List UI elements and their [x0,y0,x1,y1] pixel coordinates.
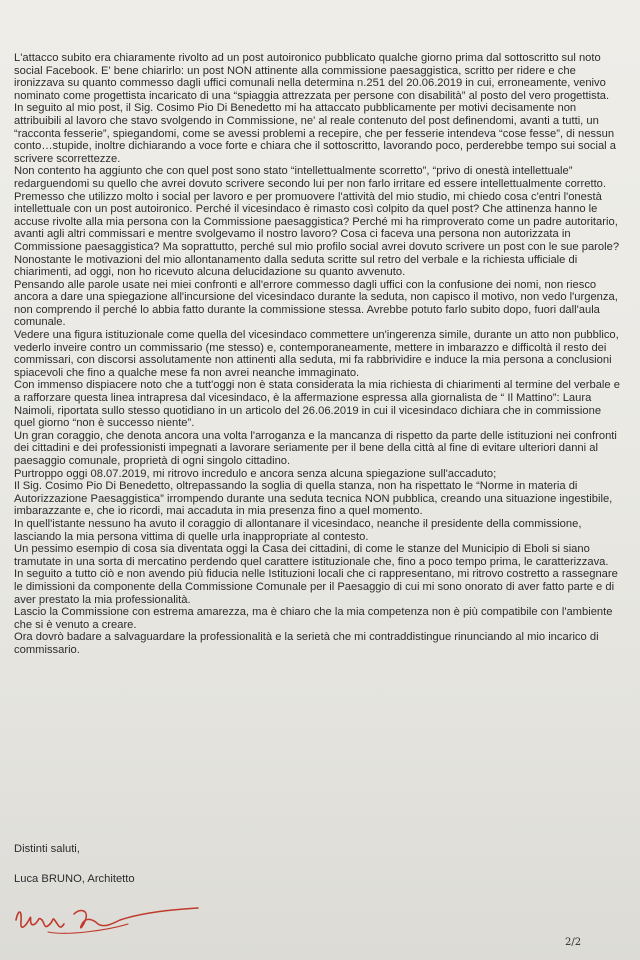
signatory-name: Luca BRUNO, Architetto [14,873,135,885]
paragraph-12: In quell'istante nessuno ha avuto il coraggio di allontanare il vicesindaco, neanche il presidente della commissione, lasciando la mia persona vittima di quelle urla inappropriate al contesto. [14,517,582,543]
paragraph-1: L'attacco subito era chiaramente rivolto ad un post autoironico pubblicato qualche giorno prima dal sottoscritto sul noto social Facebook. E' bene chiarirlo: un post NON attinente alla commissione paesaggistica, scritto per ridere e che ironizzava su quanto commesso dagli uffici comunali nella determina n.251 del 20.06.2019 in cui, erroneamente, venivo nominato come progettista incaricato di una “spiaggia attrezzata per persone con disabilità” al posto del vero progettista. [14,52,610,102]
paragraph-13: Un pessimo esempio di cosa sia diventata oggi la Casa dei cittadini, di come le stanze del Municipio di Eboli si siano tramutate in una sorta di mercatino perdendo quel carattere istituzionale che, fino a poco tempo prima, le caratterizzava. [14,543,609,568]
paragraph-4: Premesso che utilizzo molto i social per lavoro e per promuovere l'attività del mio studio, mi chiedo cosa c'entri l'onestà intellettuale con un post autoironico. Perché il vicesindaco è rimasto così colpito da quel post? Che attinenza hanno le accuse rivolte alla mia persona con la Commissione paesaggistica? Perché mi ha rimproverato come un padre autoritario, avanti agli altri commissari e mentre svolgevamo il nostro lavoro? Cosa ci faceva una persona non autorizzata in Commissione paesaggistica? Ma soprattutto, perché sul mio profilo social avrei dovuto scrivere un post con le sue parole? [14,190,620,253]
paragraph-14: In seguito a tutto ciò e non avendo più fiducia nelle Istituzioni locali che ci rappresentano, mi ritrovo costretto a rassegnare le dimissioni da componente della Commissione Comunale per il Paesaggio di cui mi sono onorato di aver fatto parte e di aver prestato la mia professionalità. [14,568,618,606]
paragraph-7: Vedere una figura istituzionale come quella del vicesindaco commettere un'ingerenza simile, durante un atto non pubblico, vederlo inveire contro un commissario (me stesso) e, contemporaneamente, mettere in imbarazzo e difficoltà il resto dei commissari, con discorsi assolutamente non attinenti alla seduta, mi fa rabbrividire e induce la mia persona a conclusioni spiacevoli che fino a qualche mese fa non avrei neanche immaginato. [14,329,619,379]
paragraph-9: Un gran coraggio, che denota ancora una volta l'arroganza e la mancanza di rispetto da parte delle istituzioni nei confronti dei cittadini e dei professionisti impegnati a lavorare seriamente per il bene della città al fine di evitare ulteriori danni al paesaggio comunale, proprietà di ogni singolo cittadino. [14,429,617,467]
paragraph-2: In seguito al mio post, il Sig. Cosimo Pio Di Benedetto mi ha attaccato pubblicamente per motivi decisamente non attribuibili al lavoro che stavo svolgendo in Commissione, ne' al reale contenuto del post definendomi, avanti a tutti, un “racconta fesserie”, spiegandomi, come se avessi problemi a recepire, che per fesserie intendeva “cose fesse”, di nessun conto…stupide, inoltre dichiarando a voce forte e chiara che il sottoscritto, lavorando poco, perderebbe tempo sui social a scrivere scorrettezze. [14,102,616,165]
letter-body [14,52,620,657]
paragraph-3: Non contento ha aggiunto che con quel post sono stato “intellettualmente scorretto”, “privo di onestà intellettuale” redarguendomi su quello che avrei dovuto scrivere secondo lui per non farlo irritare ed essere intellettualmente corretto. [14,165,607,190]
paragraph-6: Pensando alle parole usate nei miei confronti e all'errore commesso dagli uffici con la confusione dei nomi, non riesco ancora a dare una spiegazione all'incursione del vicesindaco durante la seduta, non capisco il motivo, non vedo l'urgenza, non comprendo il perché lo abbia fatto durante la commissione stessa. Avrebbe potuto farlo subito dopo, fuori dall'aula comunale. [14,278,618,329]
paragraph-11: Il Sig. Cosimo Pio Di Benedetto, oltrepassando la soglia di quella stanza, non ha rispettato le “Norme in materia di Autorizzazione Paesaggistica” irrompendo durante una seduta tecnica NON pubblica, creando una situazione ingestibile, imbarazzante e, che io ricordi, mai accaduta in mia presenza fino a quel momento. [14,480,613,518]
handwritten-signature [8,880,208,950]
closing-salutation: Distinti saluti, [14,843,80,855]
paragraph-8: Con immenso dispiacere noto che a tutt'oggi non è stata considerata la mia richiesta di chiarimenti al termine del verbale e a rafforzare questa linea intrapresa dal vicesindaco, è la affermazione espressa alla giornalista de “ Il Mattino”: Laura Naimoli, riportata sullo stesso quotidiano in un articolo del 26.06.2019 in cui il vicesindaco dichiara che in commissione quel giorno “non è successo niente”. [14,379,620,430]
paragraph-10: Purtroppo oggi 08.07.2019, mi ritrovo incredulo e ancora senza alcuna spiegazione sull'accaduto; [14,467,497,480]
paragraph-5: Nonostante le motivazioni del mio allontanamento dalla seduta scritte sul retro del verbale e la richiesta ufficiale di chiarimenti, ad oggi, non ho ricevuto alcuna delucidazione su quanto avvenuto. [14,253,578,279]
paragraph-16: Ora dovrò badare a salvaguardare la professionalità e la serietà che mi contraddistingue rinunciando al mio incarico di commissario. [14,631,599,656]
paragraph-15: Lascio la Commissione con estrema amarezza, ma è chiaro che la mia competenza non è più compatibile con l'ambiente che si è venuto a creare. [14,606,613,631]
page-number: 2/2 [565,937,582,948]
